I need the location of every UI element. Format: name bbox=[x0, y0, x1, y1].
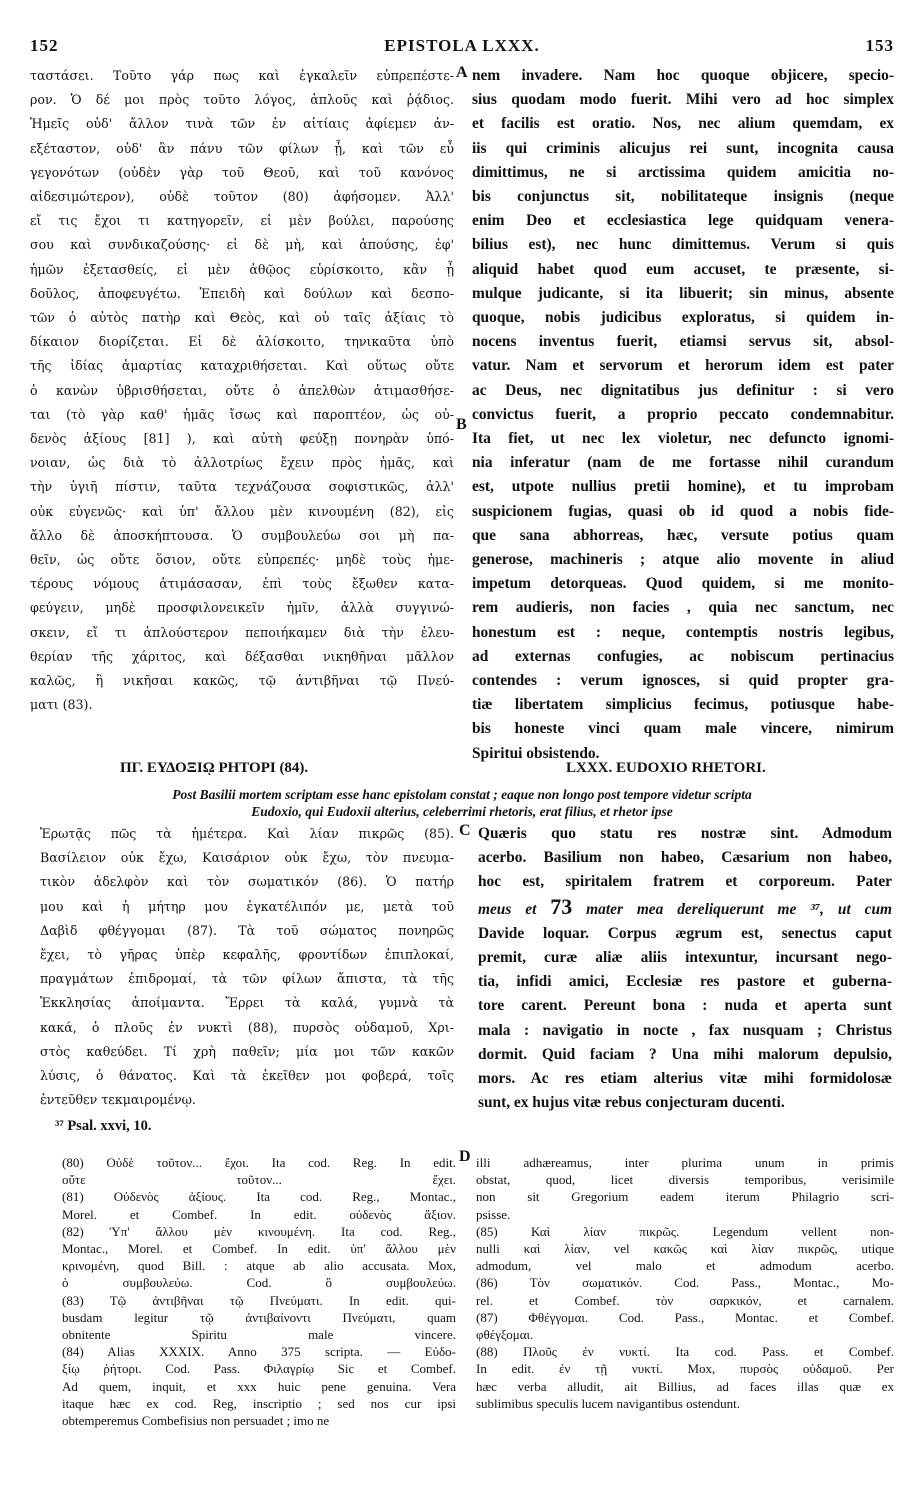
footnote-line: obtemperemus Combefisius non persuadet ; imo ne bbox=[62, 1413, 330, 1429]
latin-text-line: et facilis est oratio. Nos, nec alium quemdam, ex bbox=[472, 115, 894, 133]
footnote-line: (85) Καὶ λίαν πικρῶς. Legendum vellent non- bbox=[476, 1223, 894, 1239]
latin-text-line-with-number bbox=[478, 895, 892, 922]
latin-text-line: bis honeste vinci quam male vincere, nimirum bbox=[472, 720, 894, 738]
latin-text-line: quoque, nobis judicibus exploratus, si quidem in- bbox=[472, 309, 894, 327]
footnote-line: ξίῳ ῥήτορι. Cod. Pass. Φιλαγρίῳ Sic et Combef. bbox=[62, 1361, 456, 1377]
greek-text-line: θερίαν τῆς χάριτος, καὶ δέξασθαι νικηθῆναι μᾶλλον bbox=[30, 648, 454, 664]
margin-marker-a: A bbox=[456, 64, 468, 81]
greek-text-line: κακά, ὁ πλοῦς ἐν νυκτὶ (88), πυρσὸς οὐδαμοῦ, Χρι- bbox=[40, 1019, 454, 1035]
greek-text-line: ται (τὸ γὰρ καθ' ἡμᾶς ἴσως καὶ παροπτέον, ὡς οὐ- bbox=[30, 406, 454, 422]
latin-text-line: sunt, ex hujus vitæ rebus conjecturam ducenti. bbox=[478, 1094, 785, 1112]
footnote-line: psisse. bbox=[476, 1206, 511, 1222]
latin-text-fragment: meus et bbox=[478, 900, 537, 918]
latin-text-letter bbox=[478, 822, 892, 1120]
footnote-line: (80) Οὐδὲ τοῦτον... ἔχοι. Ita cod. Reg. In edit. bbox=[62, 1155, 456, 1170]
footnote-line: busdam legitur τῷ ἀντιβαίνοντι Πνεύματι, quam bbox=[62, 1309, 456, 1325]
greek-text-line: θεῖν, ὡς οὔτε ὅσιον, οὔτε εὐπρεπές· μηδὲ τοὺς ἡμε- bbox=[30, 552, 454, 568]
footnote-line: itaque hæc ex cod. Reg, inscriptio ; sed nos cur ipsi bbox=[62, 1395, 456, 1411]
latin-text-line: iis qui criminis alicujus rei sunt, incognita causa bbox=[472, 139, 894, 157]
greek-text-line: εἴ τις ἔχοι τι κατηγορεῖν, εἰ μὲν βούλει, παρούσης bbox=[30, 213, 454, 229]
footnote-line: (87) Φθέγγομαι. Cod. Pass., Montac. et Combef. bbox=[476, 1309, 894, 1325]
column-number: 73 bbox=[550, 894, 573, 919]
greek-text-line: νοιαν, ὡς διὰ τὸ ἀλλοτρίως ἔχειν πρὸς ἡμᾶς, καὶ bbox=[30, 455, 454, 471]
greek-text-line: ματι (83). bbox=[30, 697, 93, 713]
latin-text-line: vatur. Nam et servorum et herorum idem est pater bbox=[472, 357, 894, 375]
footnote-line: κρινομένη, quod Bill. : atque ab alio accusata. Mox, bbox=[62, 1258, 456, 1274]
footnotes-right bbox=[476, 1154, 894, 1414]
latin-text-line: rem audieris, non facies , quia nec sanctum, nec bbox=[472, 599, 894, 617]
latin-text-line: acerbo. Basilium non habeo, Cæsarium non habeo, bbox=[478, 849, 892, 867]
greek-text-line: τέρους νόμους ἀτιμάσασαν, ἐπὶ τοὺς ἔξωθεν κατα- bbox=[30, 576, 454, 592]
footnotes-left bbox=[62, 1154, 456, 1434]
greek-text-line: τῆς ἰδίας ἁμαρτίας καταχριθήσεται. Καὶ οὕτως οὔτε bbox=[30, 358, 454, 374]
greek-text-line: σκειν, εἴ τι ἁπλούστερον πεποιήκαμεν διὰ τὴν ἐλευ- bbox=[30, 624, 454, 640]
latin-text-line: bis conjunctus sit, nobilitateque insignis (neque bbox=[472, 188, 894, 206]
greek-text-line: μου καὶ ἡ μήτηρ μου ἐγκατέλιπόν με, μετὰ τοῦ bbox=[40, 898, 454, 914]
latin-text-line: tia, infidi amici, Ecclesiæ res pastore et guberna- bbox=[478, 973, 892, 991]
greek-text-line: Βασίλειον οὐκ ἔχω, Καισάριον οὐκ ἔχω, τὸν πνευμα- bbox=[40, 850, 454, 866]
greek-text-line: λύσις, ὁ θάνατος. Καὶ τὰ ἐκεῖθεν μοι φοβερά, τοῖς bbox=[40, 1068, 454, 1084]
greek-text-line: στὸς καθεύδει. Τί χρὴ παθεῖν; μία μοι τῶν κακῶν bbox=[40, 1043, 454, 1059]
footnote-line: οὔτε τοῦτον... ἔχει. bbox=[62, 1172, 456, 1188]
latin-text-line: Spiritui obsistendo. bbox=[472, 744, 600, 762]
latin-text-line: honestum est : neque, contemptis nostris legibus, bbox=[472, 623, 894, 641]
latin-text-line: impetum detorqueas. Quod quidem, si me monito- bbox=[472, 575, 894, 593]
footnote-line: (83) Τῷ ἀντιβῆναι τῷ Πνεύματι. In edit. qui- bbox=[62, 1292, 456, 1308]
latin-text-line: Quæris quo statu res nostræ sint. Admodum bbox=[478, 825, 892, 842]
latin-text-line: tore carent. Pereunt bona : nuda et aperta sunt bbox=[478, 997, 892, 1015]
latin-text-line: nocens inventus fuerit, etiamsi servus sit, absol- bbox=[472, 333, 894, 351]
footnote-line: nulli καὶ λίαν, vel κακῶς καὶ λίαν πικρῶς, utique bbox=[476, 1241, 894, 1257]
intro-line-2: Eudoxio, qui Eudoxii alterius, celeberrimi rhetoris, erat filius, et rhetor ipse bbox=[251, 804, 673, 819]
greek-text-line: ταστάσει. Τοῦτο γάρ πως καὶ ἐγκαλεῖν εὐπρεπέστε- bbox=[30, 68, 454, 83]
footnote-line: sublimibus speculis lucem navigantibus ostendunt. bbox=[476, 1395, 740, 1411]
greek-text-line: ἄλλο δὲ ἀποσκήπτουσα. Ὁ συμβουλεύω σοι μὴ πα- bbox=[30, 527, 454, 543]
greek-text-line: καλῶς, ἢ νικῆσαι κακῶς, τῷ ἀντιβῆναι τῷ Πνεύ- bbox=[30, 673, 454, 689]
latin-text-line: premit, curæ aliæ aliis intexuntur, incursant nego- bbox=[478, 949, 892, 967]
footnote-line: (81) Οὐδενὸς ἀξίους. Ita cod. Reg., Montac., bbox=[62, 1189, 456, 1205]
greek-text-line: δίκαιον διορίζεται. Εἰ δὲ ἁλίσκοιτο, τηνικαῦτα ὑπὸ bbox=[30, 334, 454, 350]
scripture-note: ³⁷ Psal. xxvi, 10. bbox=[55, 1118, 152, 1134]
greek-text-line: δοῦλος, ἀποφευγέτω. Ἐπειδὴ καὶ δούλων καὶ δεσπο- bbox=[30, 285, 454, 301]
footnote-line: hæc verba alludit, ait Billius, ad faces illas quæ ex bbox=[476, 1378, 894, 1394]
latin-text-line: mala : navigatio in nocte , fax nusquam ; Christus bbox=[478, 1021, 892, 1039]
greek-text-line: πραγμάτων ἐπιδρομαί, τὰ τῶν φίλων ἄπιστα, τὰ τῆς bbox=[40, 971, 454, 987]
greek-text-line: δενὸς ἀξίους [81] ), καὶ αὐτὴ φεύξῃ πονηρὰν ὑπό- bbox=[30, 431, 454, 447]
latin-text-fragment: mater mea dereliquerunt me ³⁷, ut cum bbox=[586, 900, 892, 918]
latin-text-line: tiæ libertatem simplicius fecimus, potiusque habe- bbox=[472, 696, 894, 714]
greek-text-line: αἰδεσιμώτερον), οὐδὲ τοῦτον (80) ἀφήσομεν. Ἀλλ' bbox=[30, 189, 454, 205]
latin-text-line: convictus fuerit, a proprio peccato condemnabitur. bbox=[472, 405, 894, 423]
latin-letter-title: LXXX. EUDOXIO RHETORI. bbox=[566, 760, 766, 776]
latin-text-line: dormit. Quid faciam ? Una mihi malorum depulsio, bbox=[478, 1045, 892, 1063]
footnote-line: admodum, vel malo et admodum acerbo. bbox=[476, 1258, 894, 1274]
footnote-line: (86) Τὸν σωματικόν. Cod. Pass., Montac., Mo- bbox=[476, 1275, 894, 1291]
greek-text-line: τῶν ὁ αὐτὸς πατὴρ καὶ Θεὸς, καὶ οὐ ταῖς ἀξίαις τὸ bbox=[30, 310, 454, 326]
footnote-line: rel. et Combef. τὸν σαρκικόν, et carnalem. bbox=[476, 1292, 894, 1308]
footnote-line: Montac., Morel. et Combef. In edit. ὑπ' ἄλλου μὲν bbox=[62, 1241, 456, 1257]
greek-text-top bbox=[30, 64, 454, 722]
margin-marker-d: D bbox=[459, 1148, 471, 1165]
running-header bbox=[30, 36, 894, 60]
greek-text-letter bbox=[40, 822, 454, 1120]
latin-text-line: nia inferatur (nam de me fortasse nihil curandum bbox=[472, 454, 894, 472]
footnote-line: In edit. ἐν τῇ νυκτί. Mox, πυρσὸς οὐδαμοῦ. Per bbox=[476, 1361, 894, 1377]
greek-text-line: ὁ κανὼν ὑβρισθήσεται, οὔτε ὁ ἀπελθὼν ἀτιμασθήσε- bbox=[30, 382, 454, 398]
page-number-left: 152 bbox=[30, 36, 59, 55]
greek-text-line: τικὸν ἀδελφὸν καὶ τὸν σωματικόν (86). Ὁ πατήρ bbox=[40, 874, 454, 890]
margin-marker-b: B bbox=[456, 416, 467, 433]
greek-text-line: Ἐρωτᾷς πῶς τὰ ἡμέτερα. Καὶ λίαν πικρῶς (85). bbox=[40, 826, 454, 841]
greek-text-line: ρον. Ὁ δέ μοι πρὸς τοῦτο λόγος, ἁπλοῦς καὶ ῥᾴδιος. bbox=[30, 92, 454, 108]
latin-text-line: bilius est), nec hunc dimittemus. Verum si quis bbox=[472, 236, 894, 254]
greek-text-line: ἔχει, τὸ γῆρας ὑπὲρ κεφαλῆς, φροντίδων ἐπιπλοκαί, bbox=[40, 947, 454, 963]
latin-text-line: suspicionem fugias, quasi ob id quod a nobis fide- bbox=[472, 502, 894, 520]
footnote-line: obnitente Spiritu male vincere. bbox=[62, 1327, 456, 1343]
margin-marker-c: C bbox=[459, 822, 471, 839]
greek-text-line: οὐκ εὐγενῶς· καὶ ὑπ' ἄλλου μὲν κινουμένη (82), εἰς bbox=[30, 503, 454, 519]
latin-text-top bbox=[472, 64, 894, 770]
latin-text-line: contendes : verum ignosces, si quid propter gra- bbox=[472, 672, 894, 690]
footnote-line: Ad quem, inquit, et xxx huic pene genuina. Vera bbox=[62, 1378, 456, 1394]
greek-text-line: τὴν ὑγιῆ πίστιν, ταῦτα τεχνάζουσα σοφιστικῶς, ἀλλ' bbox=[30, 479, 454, 495]
footnote-line: (82) Ὑπ' ἄλλου μὲν κινουμένη. Ita cod. Reg., bbox=[62, 1223, 456, 1239]
footnote-line: ὁ συμβουλεύω. Cod. ὃ συμβουλεύω. bbox=[62, 1275, 456, 1291]
footnote-line: obstat, quod, licet diversis temporibus, verisimile bbox=[476, 1172, 894, 1188]
latin-text-line: hoc est, spiritalem fratrem et corporeum. Pater bbox=[478, 873, 892, 891]
intro-line-1: Post Basilii mortem scriptam esse hanc epistolam constat ; eaque non longo post tempore videtur scripta bbox=[172, 787, 752, 802]
footnote-line: φθέγξομαι. bbox=[476, 1327, 534, 1343]
greek-text-line: σου καὶ συνδικαζούσης· εἰ δὲ μὴ, καὶ ἀπούσης, ἐφ' bbox=[30, 237, 454, 253]
greek-text-line: εξέταστον, οὐδ' ἂν πάνυ τῶν φίλων ᾖ, καὶ τῶν εὖ bbox=[30, 140, 454, 156]
greek-text-line: Ἐκκλησίας ἀποίμαντα. Ἔρρει τὰ καλά, γυμνὰ τὰ bbox=[40, 995, 454, 1011]
greek-text-line: ἡμῶν ἐξετασθείς, εἰ μὲν ἀθῷος εὑρίσκοιτο, κἂν ᾖ bbox=[30, 261, 454, 277]
greek-text-line: Δαβὶδ φθέγγομαι (87). Τὰ τοῦ σώματος πονηρῶς bbox=[40, 922, 454, 938]
running-title: EPISTOLA LXXX. bbox=[384, 36, 540, 55]
page-number-right: 153 bbox=[865, 36, 894, 55]
latin-text-line: Ita fiet, ut nec lex violetur, nec defuncto ignomi- bbox=[472, 430, 894, 448]
footnote-line: (88) Πλοῦς ἐν νυκτί. Ita cod. Pass. et Combef. bbox=[476, 1344, 894, 1360]
latin-text-line: ac Deus, nec dignitatibus jus definitur : si vero bbox=[472, 381, 894, 399]
latin-text-line: est, utpote nullius pretii homine), et tu improbam bbox=[472, 478, 894, 496]
latin-text-line: que sana abhorreas, hæc, versute potius quam bbox=[472, 526, 894, 544]
letter-introduction bbox=[30, 786, 894, 820]
greek-text-line: Ἡμεῖς οὐδ' ἄλλον τινὰ τῶν ἐν αἰτίαις ἀφίεμεν ἀν- bbox=[30, 116, 454, 132]
latin-text-line: Davide loquar. Corpus ægrum est, senectus caput bbox=[478, 924, 892, 942]
latin-text-line: mors. Ac res etiam alterius vitæ mihi formidolosæ bbox=[478, 1070, 892, 1088]
latin-text-line: aliquid habet quod eum accuset, te præsente, si- bbox=[472, 260, 894, 278]
footnote-line: Morel. et Combef. In edit. οὐδενὸς ἄξιον. bbox=[62, 1206, 456, 1222]
latin-text-line: nem invadere. Nam hoc quoque objicere, specio- bbox=[472, 67, 894, 84]
latin-text-line: dimittimus, ne si arctissima quidem amicitia no- bbox=[472, 163, 894, 181]
greek-letter-title: ΠΓ. ΕΥΔΟΞΙῼ ΡΗΤΟΡΙ (84). bbox=[120, 760, 309, 776]
latin-text-line: sius quodam modo fuerit. Mihi vero ad hoc simplex bbox=[472, 91, 894, 109]
greek-text-line: γεγονότων (οὐδὲν γὰρ τοῦ Θεοῦ, καὶ τοῦ κανόνος bbox=[30, 164, 454, 180]
footnote-line: non sit Gregorium eadem iterum Philagrio scri- bbox=[476, 1189, 894, 1205]
latin-text-line: mulque judicante, si ita libuerit; sin minus, absente bbox=[472, 284, 894, 302]
latin-text-line: ad externas confugies, ac nobiscum pertinacius bbox=[472, 647, 894, 665]
footnote-line: illi adhæreamus, inter plurima unum in primis bbox=[476, 1155, 894, 1170]
footnote-line: (84) Alias XXXIX. Anno 375 scripta. — Εὐδο- bbox=[62, 1344, 456, 1360]
latin-text-line: generose, machineris ; atque alio movente in aliud bbox=[472, 551, 894, 569]
latin-text-line: enim Deo et ecclesiastica lege quidquam venera- bbox=[472, 212, 894, 230]
greek-text-line: φεύγειν, μηδὲ προσφιλονεικεῖν ἡμῖν, ἀλλὰ συγγινώ- bbox=[30, 600, 454, 616]
greek-text-line: ἐντεῦθεν τεκμαιρομένῳ. bbox=[40, 1092, 196, 1108]
